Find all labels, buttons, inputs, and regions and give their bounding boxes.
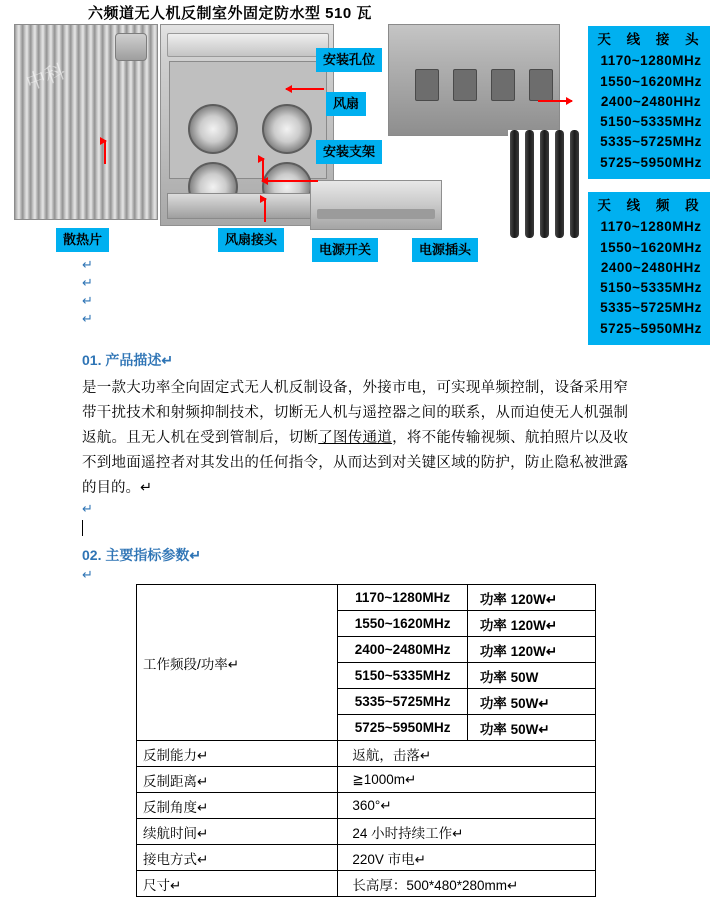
arrow-mount-hole [286, 88, 324, 90]
photo-side-view [310, 180, 442, 230]
paragraph-marks-top [82, 256, 93, 328]
side-view-lip [317, 209, 435, 219]
antenna-rod [510, 130, 519, 238]
arrow-bracket-vertical [262, 158, 264, 182]
spec-value: 220V 市电↵ [338, 845, 596, 871]
spec-band: 1550~1620MHz [338, 611, 467, 637]
photo-main-unit [160, 24, 334, 226]
pilcrow: ↵ [82, 567, 93, 582]
spec-label: 续航时间↵ [137, 819, 338, 845]
mount-slot [491, 69, 515, 101]
antenna-band-line: 1550~1620MHz [600, 239, 702, 255]
spec-power: 功率 50W [467, 663, 595, 689]
pilcrow: ↵ [82, 257, 93, 272]
table-row [137, 741, 596, 767]
table-row [137, 871, 596, 897]
spec-value: 返航，击落↵ [338, 741, 596, 767]
unit-fan-panel [169, 61, 327, 179]
antenna-band-title: 天 线 频 段 [597, 198, 705, 213]
antenna-connector-title: 天 线 接 头 [597, 32, 705, 47]
spec-band: 5725~5950MHz [338, 715, 467, 741]
watermark-text: 中科 [23, 60, 69, 96]
photo-heatsink-fins [14, 24, 158, 220]
spec-value: 长高厚：500*480*280mm↵ [338, 871, 596, 897]
spec-band: 1170~1280MHz [338, 585, 467, 611]
antenna-connector-line: 2400~2480HHz [600, 93, 702, 109]
unit-top-bar [167, 33, 329, 57]
spec-power: 功率 120W↵ [467, 611, 595, 637]
spec-label-freq-power: 工作频段/功率↵ [137, 585, 338, 741]
table-row [137, 585, 596, 611]
pilcrow: ↵ [82, 293, 93, 308]
table-row [137, 793, 596, 819]
table-row [137, 819, 596, 845]
antenna-rod [540, 130, 549, 238]
spec-label: 反制能力↵ [137, 741, 338, 767]
antenna-band-box [588, 192, 710, 345]
antenna-band-line: 1170~1280MHz [600, 219, 702, 235]
mount-slot [415, 69, 439, 101]
mount-slot [453, 69, 477, 101]
paragraph-marks-middle [82, 500, 93, 518]
antenna-connector-line: 1170~1280MHz [600, 53, 702, 69]
spec-label: 反制距离↵ [137, 767, 338, 793]
spec-power: 功率 50W↵ [467, 715, 595, 741]
arrow-heatsink [104, 140, 106, 164]
arrow-bracket [262, 180, 318, 182]
antenna-connector-line: 5150~5335MHz [600, 114, 702, 129]
callout-power-plug: 电源插头 [412, 238, 478, 262]
spec-band: 5335~5725MHz [338, 689, 467, 715]
spec-value: 24 小时持续工作↵ [338, 819, 596, 845]
photo-mount-bracket [388, 24, 560, 136]
arrow-bracket-right [538, 100, 572, 102]
photo-antennas [508, 130, 582, 240]
callout-bracket: 安装支架 [316, 140, 382, 164]
unit-bottom-bar [167, 193, 329, 219]
spec-power: 功率 120W↵ [467, 637, 595, 663]
callout-heatsink: 散热片 [56, 228, 109, 252]
antenna-connector-line: 5335~5725MHz [600, 134, 702, 150]
spec-label: 尺寸↵ [137, 871, 338, 897]
fan-icon [262, 104, 312, 154]
page-title: 六频道无人机反制室外固定防水型 510 瓦 [88, 5, 372, 22]
text-caret [82, 520, 83, 536]
spec-band: 5150~5335MHz [338, 663, 467, 689]
antenna-rod [525, 130, 534, 238]
callout-power-switch: 电源开关 [312, 238, 378, 262]
fan-icon [188, 104, 238, 154]
spec-table [136, 584, 596, 897]
spec-band: 2400~2480MHz [338, 637, 467, 663]
spec-value: 360°↵ [338, 793, 596, 819]
callout-fan-connector: 风扇接头 [218, 228, 284, 252]
antenna-band-line: 5725~5950MHz [600, 320, 702, 336]
product-description-underlined: 了图传通道 [318, 430, 393, 446]
product-description-part1: 是一款大功率全向固定式无人机反制设备，外接市电，可实现单频控制，设备采用窄带干扰技术和射频抑制技术，切断无人机与遥控器之间的联系，从而迫使无人机强制返航。且无人机在受到管制后，切断 [82, 380, 628, 446]
spec-label: 接电方式↵ [137, 845, 338, 871]
antenna-band-line: 5335~5725MHz [600, 300, 702, 316]
table-row [137, 767, 596, 793]
antenna-rod [555, 130, 564, 238]
antenna-connector-line: 5725~5950MHz [600, 154, 702, 170]
antenna-connector-box [588, 26, 710, 179]
product-description-paragraph [82, 376, 628, 501]
paragraph-marks-before-table [82, 566, 93, 584]
mount-slot [529, 69, 553, 101]
callout-fan: 风扇 [326, 92, 366, 116]
product-description-part2: ，将不能传输视频、航拍照片以及收不到地面遥控者对其发出的任何指令，从而达到对关键区域的防护，防止隐私被泄露的目的。↵ [82, 430, 629, 496]
section-heading-product-description: 01. 产品描述↵ [82, 352, 174, 368]
antenna-rod [570, 130, 579, 238]
arrow-fan-connector [264, 198, 266, 222]
pilcrow: ↵ [82, 275, 93, 290]
antenna-band-line: 5150~5335MHz [600, 280, 702, 295]
pilcrow: ↵ [82, 501, 93, 516]
section-heading-main-specs: 02. 主要指标参数↵ [82, 547, 202, 563]
spec-power: 功率 120W↵ [467, 585, 595, 611]
antenna-connector-line: 1550~1620MHz [600, 73, 702, 89]
callout-mount-hole: 安装孔位 [316, 48, 382, 72]
spec-label: 反制角度↵ [137, 793, 338, 819]
spec-value: ≧1000m↵ [338, 767, 596, 793]
pilcrow: ↵ [82, 311, 93, 326]
antenna-band-line: 2400~2480HHz [600, 259, 702, 275]
table-row [137, 845, 596, 871]
spec-power: 功率 50W↵ [467, 689, 595, 715]
